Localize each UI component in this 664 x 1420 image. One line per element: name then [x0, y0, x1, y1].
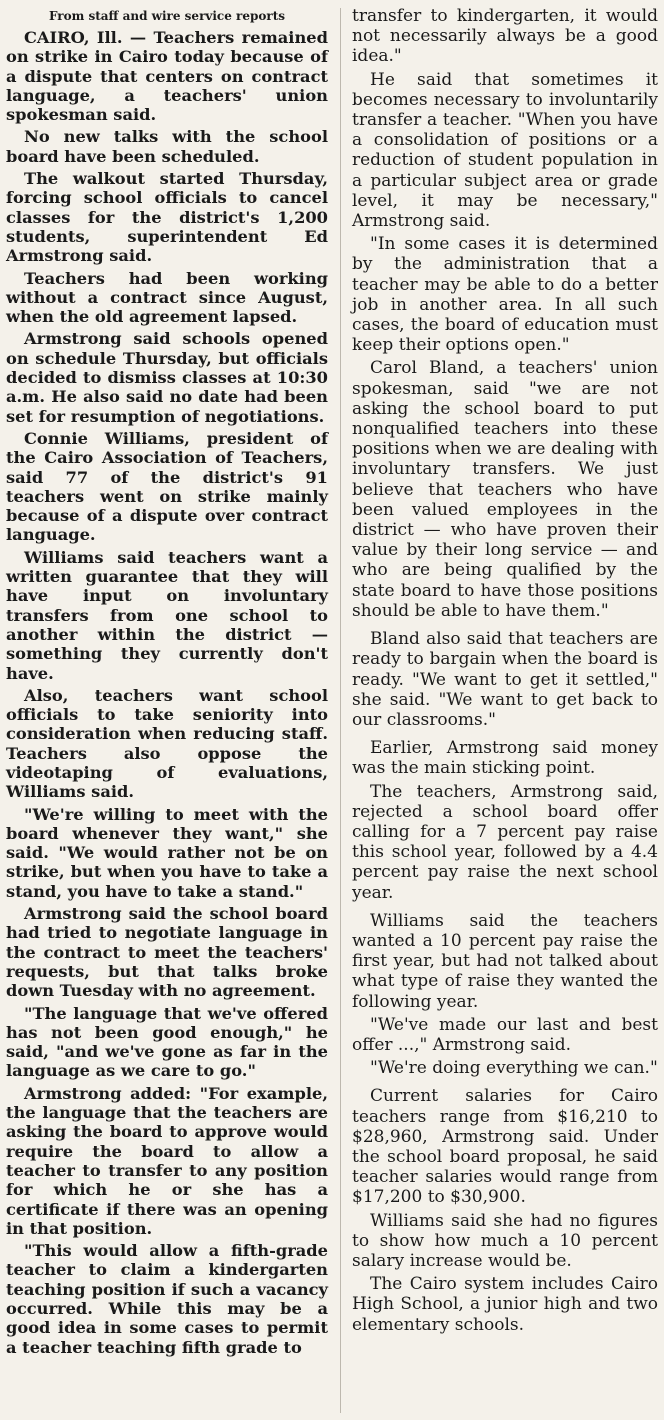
paragraph: Armstrong added: "For example, the language that the teachers are asking the board to approve would require the board to allow a teacher to transfer to any position for which he or she has a certificate if there was an opening in that position.: [6, 1083, 328, 1238]
paragraph: Williams said she had no figures to show how much a 10 percent salary increase would be.: [352, 1210, 658, 1271]
paragraph: "The language that we've offered has not been good enough," he said, "and we've gone as far in the language as we care to go.": [6, 1003, 328, 1081]
paragraph: "We've made our last and best offer ...," Armstrong said.: [352, 1014, 658, 1055]
paragraph: "This would allow a fifth-grade teacher to claim a kindergarten teaching position if such a vacancy occurred. While this may be a good idea in some cases to permit a teacher teaching fifth grade to: [6, 1241, 328, 1357]
paragraph: Teachers had been working without a contract since August, when the old agreement lapsed.: [6, 268, 328, 327]
paragraph: Carol Bland, a teachers' union spokesman, said "we are not asking the school board to put nonqualified teachers into these positions when we are dealing with involuntary transfers. We just believe that teachers who have been valued employees in the district — who have proven their value by their long service — and who are being qualified by the state board to have those positions should be able to have them.": [352, 358, 658, 621]
paragraph: Armstrong said schools opened on schedule Thursday, but officials decided to dismiss classes at 10:30 a.m. He also said no date had been set for resumption of negotiations.: [6, 329, 328, 426]
article-column-left: [6, 6, 328, 1360]
article-column-right: [352, 6, 658, 1338]
paragraph: Williams said teachers want a written guarantee that they will have input on involuntary transfers from one school to another within the district — something they currently don't have.: [6, 547, 328, 683]
paragraph: The walkout started Thursday, forcing school officials to cancel classes for the district's 1,200 students, superintendent Ed Armstrong said.: [6, 169, 328, 266]
paragraph: "We're willing to meet with the board whenever they want," she said. "We would rather not be on strike, but when you have to take a stand, you have to take a stand.": [6, 804, 328, 901]
paragraph: transfer to kindergarten, it would not necessarily always be a good idea.": [352, 6, 658, 67]
paragraph: No new talks with the school board have been scheduled.: [6, 127, 328, 166]
paragraph: Armstrong said the school board had tried to negotiate language in the contract to meet the teachers' requests, but that talks broke down Tuesday with no agreement.: [6, 904, 328, 1001]
paragraph: He said that sometimes it becomes necessary to involuntarily transfer a teacher. "When you have a consolidation of positions or a reduction of student population in a particular subject area or grade level, it may be necessary," Armstrong said.: [352, 69, 658, 232]
paragraph: Also, teachers want school officials to take seniority into consideration when reducing staff. Teachers also oppose the videotaping of evaluations, Williams said.: [6, 685, 328, 802]
paragraph: Earlier, Armstrong said money was the main sticking point.: [352, 738, 658, 779]
paragraph: "In some cases it is determined by the administration that a teacher may be able to do a better job in another area. In all such cases, the board of education must keep their options open.": [352, 234, 658, 356]
column-divider: [340, 8, 341, 1413]
byline: From staff and wire service reports: [48, 9, 286, 23]
paragraph: Current salaries for Cairo teachers range from $16,210 to $28,960, Armstrong said. Under the school board proposal, he said teacher salaries would range from $17,200 to $30,900.: [352, 1086, 658, 1208]
paragraph: The Cairo system includes Cairo High School, a junior high and two elementary schools.: [352, 1274, 658, 1335]
paragraph: The teachers, Armstrong said, rejected a school board offer calling for a 7 percent pay raise this school year, followed by a 4.4 percent pay raise the next school year.: [352, 781, 658, 903]
paragraph: Bland also said that teachers are ready to bargain when the board is ready. "We want to get it settled," she said. "We want to get back to our classrooms.": [352, 629, 658, 730]
paragraph: Connie Williams, president of the Cairo Association of Teachers, said 77 of the district's 91 teachers went on strike mainly because of a dispute over contract language.: [6, 428, 328, 545]
paragraph: CAIRO, Ill. — Teachers remained on strike in Cairo today because of a dispute that centers on contract language, a teachers' union spokesman said.: [6, 28, 328, 125]
paragraph: Williams said the teachers wanted a 10 percent pay raise the first year, but had not talked about what type of raise they wanted the following year.: [352, 910, 658, 1012]
paragraph: "We're doing everything we can.": [370, 1058, 658, 1079]
